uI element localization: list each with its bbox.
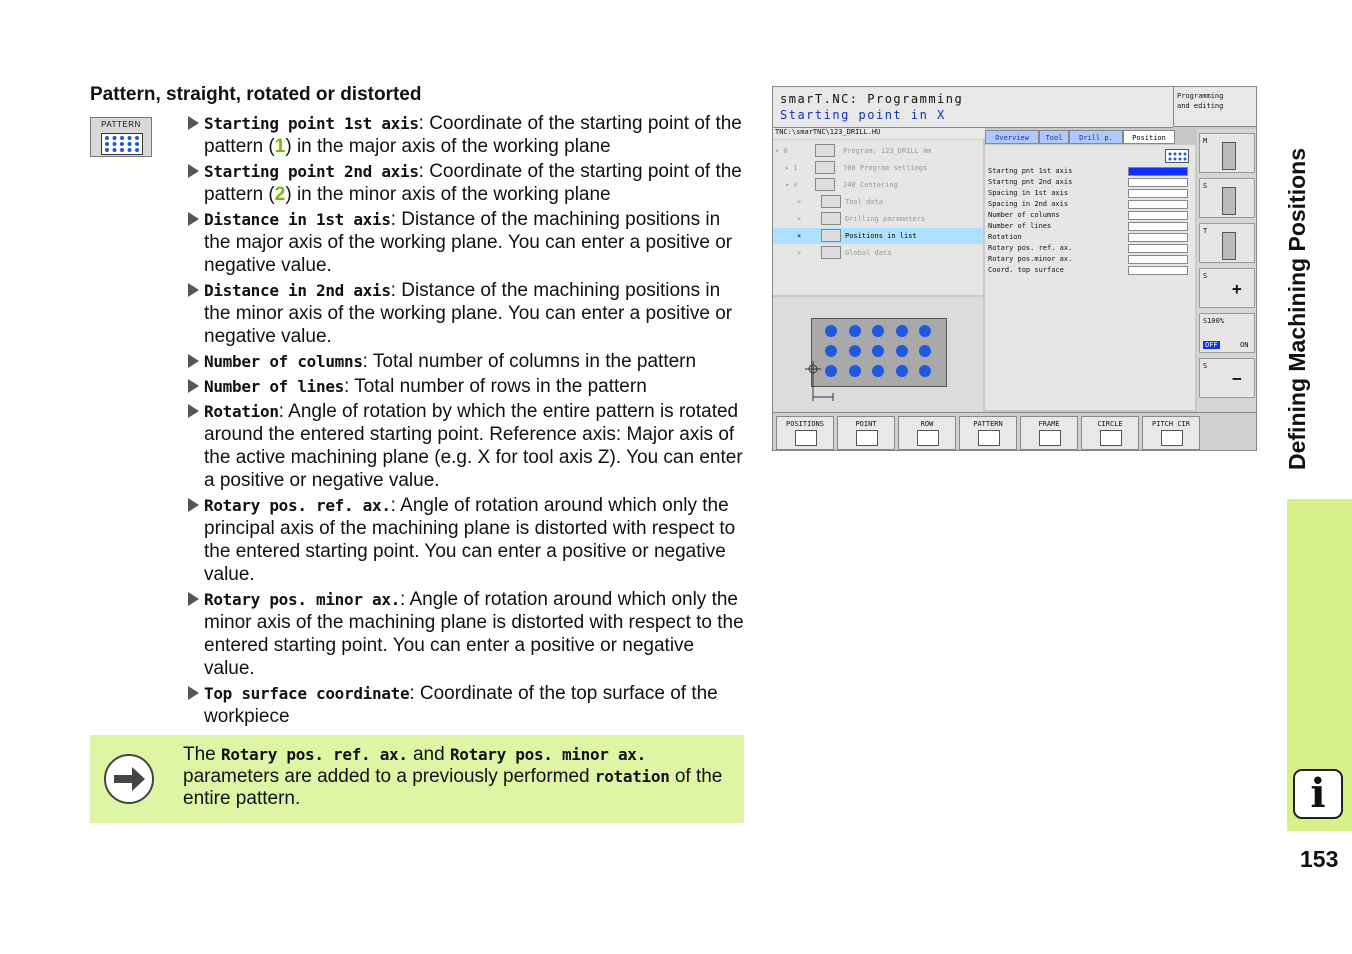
side-softkey[interactable] bbox=[1199, 268, 1255, 308]
note-text-part: The bbox=[183, 744, 222, 765]
form-input[interactable] bbox=[1128, 167, 1188, 176]
softkey[interactable] bbox=[837, 416, 895, 450]
pattern-softkey-icon bbox=[90, 117, 152, 157]
parameter-desc-cont: ) in the major axis of the working plane bbox=[285, 136, 611, 157]
softkey-label: POINT bbox=[855, 420, 877, 428]
section-heading: Pattern, straight, rotated or distorted bbox=[90, 84, 422, 105]
tree-node-icon bbox=[815, 144, 835, 157]
softkey-label: PATTERN bbox=[973, 420, 1003, 428]
side-softkey-label: S bbox=[1203, 182, 1208, 190]
softkey-label: PITCH CIR bbox=[1152, 420, 1190, 428]
softkey-label: ROW bbox=[920, 420, 934, 428]
side-softkey-label: S bbox=[1203, 362, 1208, 370]
parameter-term: Distance in 2nd axis bbox=[204, 281, 391, 300]
bullet-arrow-icon bbox=[188, 498, 199, 512]
parameter-item bbox=[186, 682, 746, 728]
form-tab[interactable]: Overview bbox=[985, 130, 1039, 144]
parameter-item bbox=[186, 588, 746, 680]
tool-icon bbox=[1222, 142, 1236, 170]
tree-label: Positions in list bbox=[845, 232, 917, 240]
preview-dot bbox=[872, 345, 884, 357]
side-softkey-label: M bbox=[1203, 137, 1208, 145]
tree-item[interactable] bbox=[773, 160, 983, 176]
tree-item[interactable] bbox=[773, 194, 983, 210]
note-code-minor-axis: Rotary pos. minor ax. bbox=[449, 745, 646, 764]
tree-prefix: × bbox=[797, 249, 802, 257]
callout-number: 2 bbox=[274, 184, 286, 205]
preview-dot bbox=[896, 325, 908, 337]
form-label: Rotary pos. ref. ax. bbox=[988, 244, 1073, 252]
screen-title: smarT.NC: Programming bbox=[780, 92, 964, 106]
parameter-item bbox=[186, 350, 746, 373]
softkey-row bbox=[773, 412, 1257, 451]
tree-item[interactable] bbox=[773, 177, 983, 193]
tool-icon bbox=[1222, 187, 1236, 215]
parameter-term: Distance in 1st axis bbox=[204, 210, 391, 229]
side-softkey[interactable] bbox=[1199, 358, 1255, 398]
tree-item[interactable] bbox=[773, 245, 983, 261]
form-input[interactable] bbox=[1128, 266, 1188, 275]
tree-label: 240 Centering bbox=[843, 181, 898, 189]
tree-prefix: × bbox=[797, 215, 802, 223]
parameter-desc: : Coordinate of the starting point of the pattern ( bbox=[204, 161, 742, 205]
note-text-part: parameters are added to a previously performed bbox=[183, 766, 595, 787]
softkey[interactable] bbox=[959, 416, 1017, 450]
tree-node-icon bbox=[821, 212, 841, 225]
form-label: Startng pnt 1st axis bbox=[988, 167, 1073, 175]
info-icon-glyph: i bbox=[1310, 770, 1326, 817]
tree-item[interactable] bbox=[773, 228, 983, 244]
info-icon[interactable] bbox=[1293, 769, 1343, 819]
parameter-term: Rotary pos. ref. ax. bbox=[204, 496, 391, 515]
softkey-icon bbox=[1161, 430, 1183, 446]
softkey[interactable] bbox=[898, 416, 956, 450]
form-row bbox=[988, 178, 1193, 189]
form-tab[interactable]: Drill p. bbox=[1069, 130, 1123, 144]
side-softkey[interactable] bbox=[1199, 178, 1255, 218]
preview-dot bbox=[919, 345, 931, 357]
preview-dot bbox=[849, 345, 861, 357]
preview-dot bbox=[872, 365, 884, 377]
note-text-part: of the entire pattern. bbox=[183, 766, 723, 809]
parameter-list bbox=[186, 112, 746, 730]
parameter-desc: : Distance of the machining positions in the minor axis of the working plane. You can enter a positive or negative value. bbox=[204, 280, 733, 347]
parameter-desc: : Angle of rotation by which the entire pattern is rotated around the entered starting point. Reference axis: Major axis of the active machining plane (e.g. X for tool axis Z). You can enter a positive or negative value. bbox=[204, 401, 743, 491]
softkey-label: FRAME bbox=[1038, 420, 1060, 428]
bullet-arrow-icon bbox=[188, 212, 199, 226]
form-input[interactable] bbox=[1128, 255, 1188, 264]
form-input[interactable] bbox=[1128, 233, 1188, 242]
tree-node-icon bbox=[821, 229, 841, 242]
tree-prefix: × bbox=[797, 232, 802, 240]
parameter-item bbox=[186, 279, 746, 348]
preview-dot bbox=[919, 365, 931, 377]
tree-node-icon bbox=[815, 178, 835, 191]
side-softkey-label: T bbox=[1203, 227, 1208, 235]
note-text bbox=[183, 744, 733, 810]
bullet-arrow-icon bbox=[188, 354, 199, 368]
tool-icon bbox=[1222, 232, 1236, 260]
tree-prefix: ▾ 0 bbox=[775, 147, 788, 155]
side-softkey-label: S bbox=[1203, 272, 1208, 280]
softkey-icon bbox=[917, 430, 939, 446]
parameter-desc: : Angle of rotation around which only the principal axis of the machining plane is distorted with respect to the entered starting point. You can enter a positive or negative value. bbox=[204, 495, 736, 585]
parameter-desc: : Angle of rotation around which only the minor axis of the machining plane is distorted with respect to the entered starting point. You can enter a positive or negative value. bbox=[204, 589, 744, 679]
bullet-arrow-icon bbox=[188, 379, 199, 393]
note-code-ref-axis: Rotary pos. ref. ax. bbox=[221, 745, 408, 764]
form-label: Spacing in 2nd axis bbox=[988, 200, 1069, 208]
callout-number: 1 bbox=[274, 136, 286, 157]
parameter-term: Rotary pos. minor ax. bbox=[204, 590, 400, 609]
preview-dot bbox=[919, 325, 931, 337]
screen-title-bar bbox=[773, 87, 1173, 128]
mode-line-1: Programming bbox=[1177, 92, 1224, 100]
softkey-icon bbox=[795, 430, 817, 446]
arrow-right-icon bbox=[104, 754, 154, 804]
parameter-desc: : Total number of columns in the pattern bbox=[362, 351, 697, 372]
form-tab[interactable]: Tool bbox=[1039, 130, 1069, 144]
tree-item[interactable] bbox=[773, 211, 983, 227]
screen-subtitle: Starting point in X bbox=[780, 108, 946, 122]
softkey-icon bbox=[1039, 430, 1061, 446]
softkey-icon bbox=[1100, 430, 1122, 446]
origin-marker-icon bbox=[803, 357, 843, 407]
note-text-part: and bbox=[407, 744, 450, 765]
bullet-arrow-icon bbox=[188, 164, 199, 178]
softkey[interactable] bbox=[776, 416, 834, 450]
form-row bbox=[988, 266, 1193, 277]
on-label: ON bbox=[1240, 341, 1249, 349]
parameter-form bbox=[985, 145, 1195, 410]
form-tab[interactable]: Position bbox=[1123, 130, 1175, 144]
form-input[interactable] bbox=[1128, 244, 1188, 253]
softkey-icon bbox=[978, 430, 1000, 446]
tree-label: Drilling parameters bbox=[845, 215, 926, 223]
softkey-icon bbox=[856, 430, 878, 446]
form-row bbox=[988, 189, 1193, 200]
preview-dot bbox=[896, 345, 908, 357]
plus-icon: + bbox=[1232, 279, 1242, 298]
parameter-term: Top surface coordinate bbox=[204, 684, 410, 703]
form-row bbox=[988, 255, 1193, 266]
file-path: TNC:\smarTNC\123_DRILL.HU bbox=[773, 128, 985, 139]
bullet-arrow-icon bbox=[188, 686, 199, 700]
preview-dot bbox=[825, 345, 837, 357]
parameter-term: Number of columns bbox=[204, 352, 363, 371]
tree-label: Global data bbox=[845, 249, 892, 257]
operating-mode bbox=[1173, 87, 1257, 127]
form-label: Rotary pos.minor ax. bbox=[988, 255, 1073, 263]
bullet-arrow-icon bbox=[188, 116, 199, 130]
off-label: OFF bbox=[1205, 341, 1218, 349]
note-box bbox=[90, 735, 744, 823]
form-label: Spacing in 1st axis bbox=[988, 189, 1069, 197]
tree-label: Tool data bbox=[845, 198, 883, 206]
bullet-arrow-icon bbox=[188, 404, 199, 418]
side-softkey[interactable] bbox=[1199, 313, 1255, 353]
tree-node-icon bbox=[821, 246, 841, 259]
parameter-item bbox=[186, 375, 746, 398]
pattern-small-icon bbox=[1165, 149, 1189, 163]
form-row bbox=[988, 200, 1193, 211]
form-label: Number of columns bbox=[988, 211, 1060, 219]
program-tree bbox=[773, 140, 983, 295]
preview-dot bbox=[849, 365, 861, 377]
bullet-arrow-icon bbox=[188, 283, 199, 297]
parameter-desc: : Total number of rows in the pattern bbox=[344, 376, 647, 397]
parameter-item bbox=[186, 160, 746, 206]
side-softkey[interactable] bbox=[1199, 133, 1255, 173]
form-input[interactable] bbox=[1128, 211, 1188, 220]
tree-label: 700 Program settings bbox=[843, 164, 928, 172]
preview-dot bbox=[825, 325, 837, 337]
tree-node-icon bbox=[815, 161, 835, 174]
pattern-grid-icon bbox=[101, 133, 143, 155]
form-label: Rotation bbox=[988, 233, 1022, 241]
softkey[interactable] bbox=[1142, 416, 1200, 450]
parameter-desc: : Coordinate of the starting point of the pattern ( bbox=[204, 113, 742, 157]
softkey-label: POSITIONS bbox=[786, 420, 824, 428]
form-tabs bbox=[985, 130, 1197, 144]
form-row bbox=[988, 211, 1193, 222]
side-softkey-label: S100% bbox=[1203, 317, 1225, 325]
tree-node-icon bbox=[821, 195, 841, 208]
note-code-rotation: rotation bbox=[594, 767, 670, 786]
parameter-item bbox=[186, 208, 746, 277]
pattern-dots-icon bbox=[102, 134, 142, 154]
preview-dot bbox=[849, 325, 861, 337]
pattern-softkey-label: PATTERN bbox=[101, 120, 141, 129]
form-row bbox=[988, 167, 1193, 178]
right-softkey-column bbox=[1197, 129, 1257, 412]
parameter-desc-cont: ) in the minor axis of the working plane bbox=[285, 184, 611, 205]
parameter-desc: : Distance of the machining positions in the major axis of the working plane. You can enter a positive or negative value. bbox=[204, 209, 733, 276]
parameter-term: Starting point 2nd axis bbox=[204, 162, 419, 181]
parameter-item bbox=[186, 494, 746, 586]
pattern-preview bbox=[773, 297, 983, 412]
form-row bbox=[988, 233, 1193, 244]
tree-prefix: ▾ × bbox=[785, 181, 798, 189]
tree-prefix: × bbox=[797, 198, 802, 206]
parameter-desc: : Coordinate of the top surface of the workpiece bbox=[204, 683, 718, 727]
side-softkey[interactable] bbox=[1199, 223, 1255, 263]
form-input[interactable] bbox=[1128, 178, 1188, 187]
minus-icon: − bbox=[1232, 369, 1242, 388]
form-row bbox=[988, 222, 1193, 233]
parameter-item bbox=[186, 112, 746, 158]
form-input[interactable] bbox=[1128, 200, 1188, 209]
form-input[interactable] bbox=[1128, 222, 1188, 231]
parameter-term: Starting point 1st axis bbox=[204, 114, 419, 133]
parameter-term: Number of lines bbox=[204, 377, 344, 396]
softkey[interactable] bbox=[1020, 416, 1078, 450]
tree-prefix: ▸ 1 bbox=[785, 164, 798, 172]
tree-label: Program: 123_DRILL mm bbox=[843, 147, 932, 155]
softkey-label: CIRCLE bbox=[1097, 420, 1123, 428]
bullet-arrow-icon bbox=[188, 592, 199, 606]
form-row bbox=[988, 244, 1193, 255]
form-input[interactable] bbox=[1128, 189, 1188, 198]
softkey[interactable] bbox=[1081, 416, 1139, 450]
preview-dot bbox=[896, 365, 908, 377]
mode-line-2: and editing bbox=[1177, 102, 1224, 110]
preview-dot bbox=[872, 325, 884, 337]
form-label: Coord. top surface bbox=[988, 266, 1064, 274]
form-label: Startng pnt 2nd axis bbox=[988, 178, 1073, 186]
parameter-term: Rotation bbox=[204, 402, 279, 421]
smartnc-screenshot bbox=[772, 86, 1257, 451]
form-label: Number of lines bbox=[988, 222, 1052, 230]
page-number: 153 bbox=[1300, 846, 1339, 872]
parameter-item bbox=[186, 400, 746, 492]
chapter-title-text: Defining Machining Positions bbox=[1284, 148, 1310, 470]
tree-item[interactable] bbox=[773, 143, 983, 159]
